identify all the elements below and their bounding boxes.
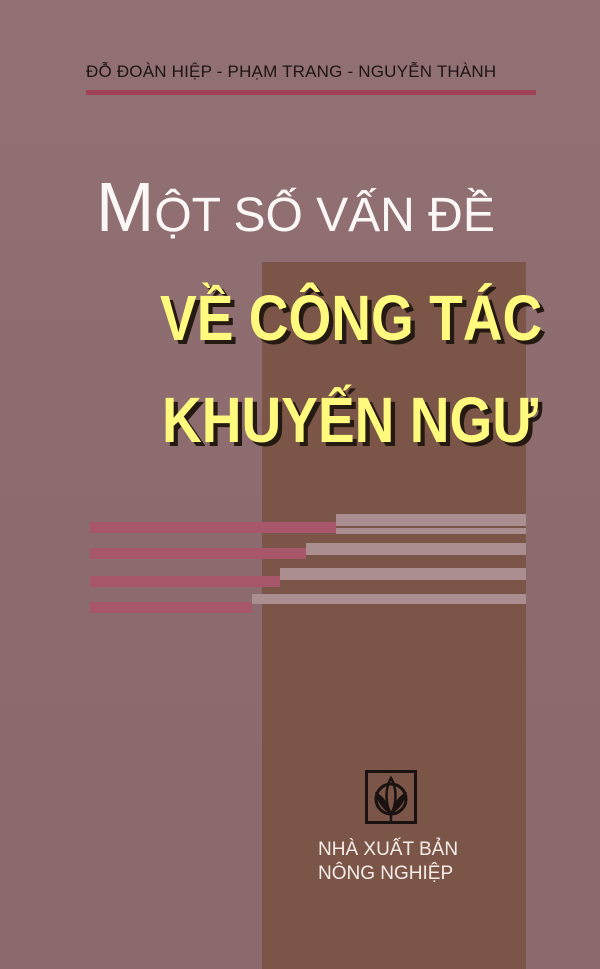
subtitle-rest: ỘT SỐ VẤN ĐỀ — [154, 189, 495, 242]
publisher — [318, 838, 458, 886]
subtitle — [96, 168, 495, 246]
publisher-line-1: NHÀ XUẤT BẢN — [318, 839, 459, 860]
title-line-1: VỀ CÔNG TÁC — [160, 282, 543, 354]
stripe-1-right — [336, 514, 526, 526]
lotus-emblem-icon — [365, 770, 417, 824]
stripe-4-right — [252, 594, 526, 604]
subtitle-initial: M — [96, 168, 155, 246]
title-line-2: KHUYẾN NGƯ — [162, 384, 538, 456]
stripe-2-left — [90, 548, 306, 559]
stripe-4-left — [90, 602, 252, 613]
stripe-2-right — [306, 543, 526, 555]
publisher-line-2: NÔNG NGHIỆP — [318, 863, 454, 884]
stripe-1b-right — [336, 528, 526, 534]
stripe-3-left — [90, 576, 280, 587]
stripe-1-left — [90, 522, 336, 533]
authors-line: ĐỖ ĐOÀN HIỆP - PHẠM TRANG - NGUYỄN THÀNH — [86, 62, 497, 81]
author-underline — [86, 90, 536, 95]
stripe-3-right — [280, 568, 526, 580]
